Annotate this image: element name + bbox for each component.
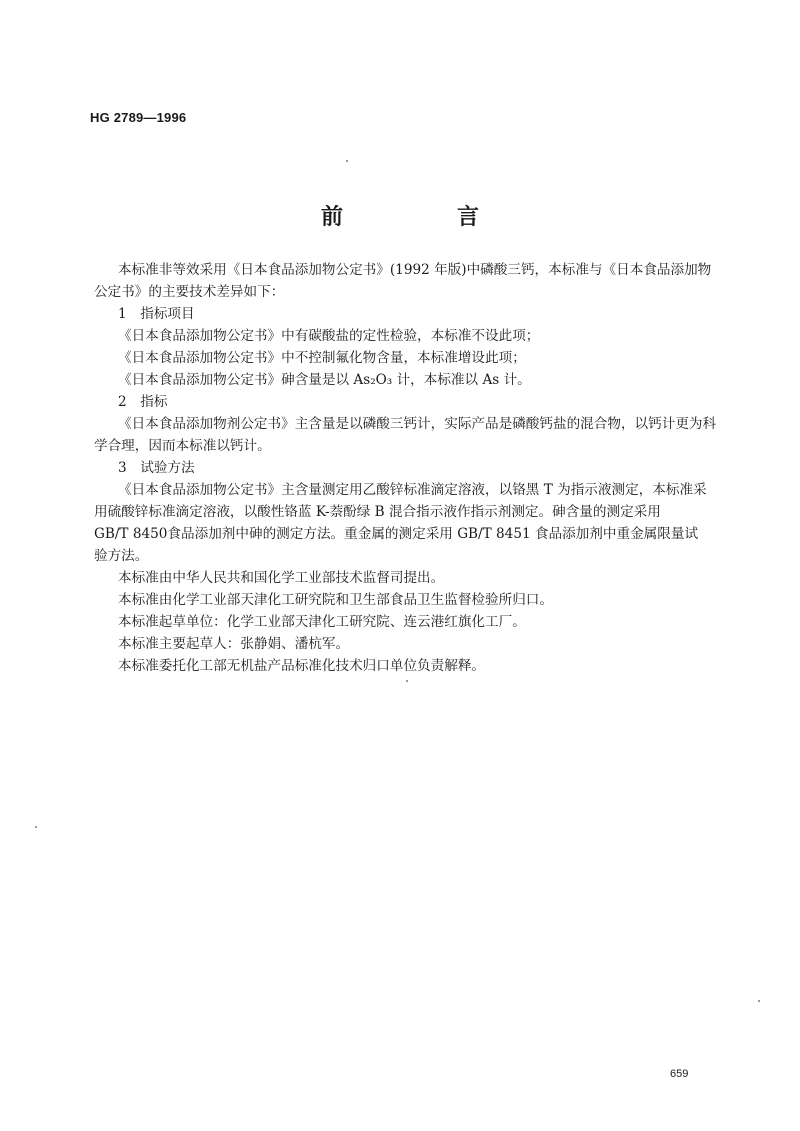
- page-title: 前 言: [320, 205, 525, 230]
- paragraph-line: 《日本食品添加物公定书》主含量测定用乙酸锌标准滴定溶液，以铬黑 T 为指示液测定，本标准采: [118, 482, 707, 498]
- paragraph-line: 1 指标项目: [118, 306, 195, 322]
- paragraph-arsenic: [118, 369, 728, 391]
- paragraph-line: 用硫酸锌标准滴定溶液，以酸性铬蓝 K-萘酚绿 B 混合指示液作指示剂测定。砷含量的测定采用: [94, 504, 661, 520]
- paragraph-line: GB/T 8450食品添加剂中砷的测定方法。重金属的测定采用 GB/T 8451 食品添加剂中重金属限量试: [94, 526, 699, 542]
- paragraph-fluoride: [118, 347, 728, 369]
- paragraph-line: 本标准起草单位：化学工业部天津化工研究院、连云港红旗化工厂。: [118, 614, 526, 630]
- paragraph-line: 《日本食品添加物剂公定书》主含量是以磷酸三钙计，实际产品是磷酸钙盐的混合物，以钙计更为科: [118, 416, 717, 432]
- paragraph-drafting-units: [118, 611, 728, 633]
- preface-body: [94, 259, 728, 677]
- paragraph-line: 《日本食品添加物公定书》砷含量是以 As₂O₃ 计，本标准以 As 计。: [118, 372, 531, 388]
- paragraph-line: 《日本食品添加物公定书》中不控制氟化物含量，本标准增设此项；: [118, 350, 526, 366]
- scan-speck: [758, 1000, 760, 1002]
- paragraph-line: 3 试验方法: [118, 460, 195, 476]
- paragraph-interpretation: [118, 655, 728, 677]
- scan-speck: [346, 160, 348, 162]
- page-number: 659: [670, 1068, 689, 1080]
- paragraph-drafters: [118, 633, 728, 655]
- paragraph-adoption: [94, 259, 728, 303]
- paragraph-line: 公定书》的主要技术差异如下：: [94, 284, 285, 300]
- paragraph-carbonate: [118, 325, 728, 347]
- paragraph-line: 学合理，因而本标准以钙计。: [94, 438, 271, 454]
- paragraph-line: 2 指标: [118, 394, 168, 410]
- paragraph-line: 验方法。: [94, 548, 149, 564]
- paragraph-main-content: [94, 413, 728, 457]
- scan-speck: [35, 826, 37, 828]
- scan-speck: [406, 680, 408, 682]
- paragraph-line: 本标准主要起草人：张静娟、潘杭军。: [118, 636, 350, 652]
- paragraph-line: 本标准委托化工部无机盐产品标准化技术归口单位负责解释。: [118, 658, 486, 674]
- paragraph-line: 本标准由化学工业部天津化工研究院和卫生部食品卫生监督检验所归口。: [118, 592, 553, 608]
- paragraph-proposer: [118, 567, 728, 589]
- paragraph-test-methods: [94, 479, 728, 567]
- section-heading-indicators: [118, 391, 728, 413]
- paragraph-centralized: [118, 589, 728, 611]
- paragraph-line: 本标准非等效采用《日本食品添加物公定书》(1992 年版)中磷酸三钙，本标准与《日本食品添加物: [118, 262, 712, 278]
- document-code: HG 2789—1996: [90, 110, 187, 125]
- paragraph-line: 《日本食品添加物公定书》中有碳酸盐的定性检验，本标准不设此项；: [118, 328, 540, 344]
- section-heading-test-methods: [118, 457, 728, 479]
- section-heading-items: [118, 303, 728, 325]
- paragraph-line: 本标准由中华人民共和国化学工业部技术监督司提出。: [118, 570, 445, 586]
